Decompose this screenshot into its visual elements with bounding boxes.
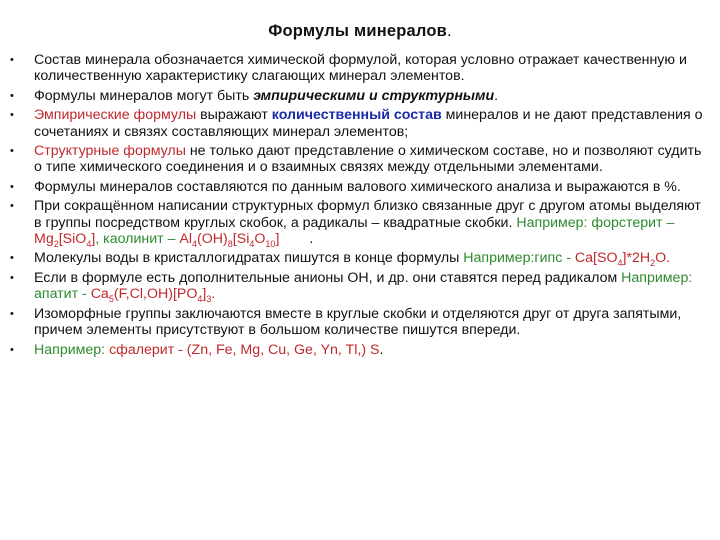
bullet-marker: • <box>10 145 14 158</box>
bullet-marker: • <box>10 54 14 66</box>
bullet-marker: • <box>10 252 14 265</box>
term-empirical: Эмпирические формулы <box>34 107 197 124</box>
example-label: Например: <box>34 341 110 358</box>
item-text: Если в формуле есть дополнительные анионы ОН, и др. они ставятся перед радикалом <box>34 269 622 286</box>
title-period: . <box>446 22 452 40</box>
emphasis-text: эмпирическими и структурными <box>253 87 495 104</box>
bullet-marker: • <box>10 200 14 213</box>
example-label: Например: форстерит – <box>516 214 675 231</box>
item-text: Состав минерала обозначается химической формулой, которая условно отражает качественную и количественную характеристику слагающих минерал элементов. <box>34 52 687 85</box>
item-text: . <box>211 286 216 303</box>
formula-forsterite: $Mg_2[SiO_4]$ <box>34 231 96 249</box>
list-item <box>10 198 706 247</box>
list-item <box>10 143 706 176</box>
list-item <box>10 107 706 140</box>
item-text: . <box>379 341 384 358</box>
item-text: Изоморфные группы заключаются вместе в круглые скобки и отделяются друг от друга запятыми, причем элементы присутствуют в большом количестве пишутся впереди. <box>34 305 682 339</box>
list-item <box>10 342 706 358</box>
item-text: Формулы минералов могут быть <box>34 87 254 104</box>
list-item <box>10 179 706 195</box>
bullet-marker: • <box>10 109 14 122</box>
formula-gypsum: $Ca[SO_4]*2H_2O$. <box>574 250 671 269</box>
formula-sphalerite: сфалерит - (Zn, Fe, Mg, Cu, Ge, Yn, Tl,) S <box>109 341 380 358</box>
title-text: Формулы минералов <box>268 22 447 40</box>
list-item <box>10 52 706 85</box>
item-text: Формулы минералов составляются по данным валового химического анализа и выражаются в %. <box>34 178 681 195</box>
formula-apatite: $Ca_5(F,Cl,OH)[PO_4]_3$ <box>90 286 212 305</box>
bullet-marker: • <box>10 89 14 102</box>
bullet-list <box>10 52 706 361</box>
example-label: , каолинит – <box>95 231 180 248</box>
item-text: . <box>309 231 314 248</box>
bullet-marker: • <box>10 343 14 356</box>
list-item <box>10 270 706 303</box>
bullet-marker: • <box>10 307 14 320</box>
item-text: не только дают представление о химическом составе, но и позволяют судить о типе химического соединения и о взаимных связях между отдельными элементами. <box>34 143 702 176</box>
example-label: Например:гипс - <box>463 250 571 267</box>
item-text: . <box>494 87 499 104</box>
item-text: выражают <box>196 107 272 124</box>
list-item <box>10 306 706 339</box>
list-item <box>10 88 706 104</box>
term-structural: Структурные формулы <box>34 143 186 160</box>
bullet-marker: • <box>10 180 14 193</box>
item-text: Молекулы воды в кристаллогидратах пишутся в конце формулы <box>34 250 464 267</box>
example-label: Например: апатит - <box>34 269 693 303</box>
formula-kaolinite: $Al_4(OH)_8[Si_4O_{10}]$ <box>179 231 280 249</box>
item-text: минералов и не дают представления о сочетаниях и связях составляющих минерал элементов; <box>34 107 703 140</box>
slide-title <box>0 22 720 41</box>
item-text: При сокращённом написании структурных формул близко связанные друг с другом атомы выделяют в группы посредством круглых скобок, а радикалы – квадратные скобки. <box>34 198 701 231</box>
list-item <box>10 250 706 269</box>
term-quantitative: количественный состав <box>271 107 442 124</box>
bullet-marker: • <box>10 271 14 284</box>
